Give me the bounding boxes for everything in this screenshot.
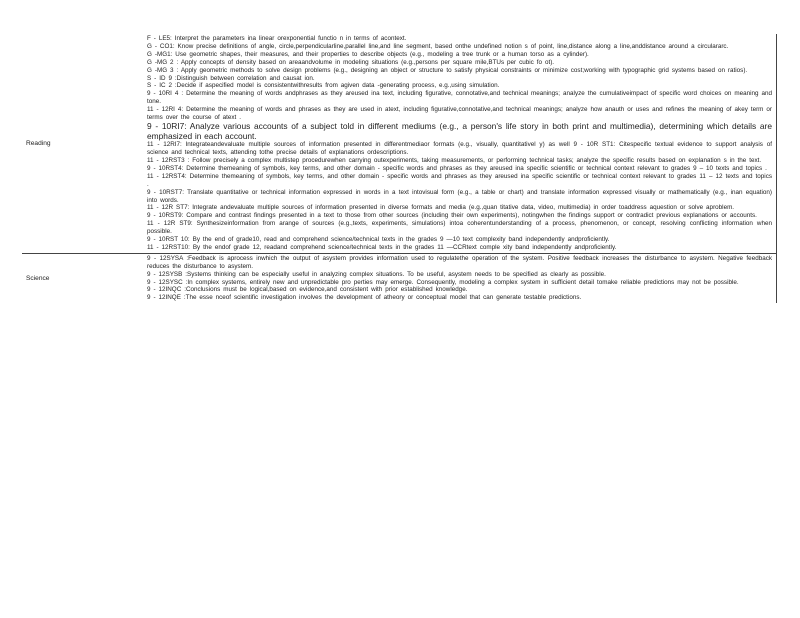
standard-entry-large: 9 - 10RI7: Analyze various accounts of a subject told in different mediums (e.g., a person's life story in both print and multimedia), determining which details are emphasized in each account. [147,120,772,141]
standard-entry: G -MG1: Use geometric shapes, their measures, and their properties to describe objects (e.g., modeling a tree trunk or a human torso as a cylinder). [147,50,589,58]
science-category-label: Science [26,275,50,283]
standard-entry: S - ID 9 :Distinguish between correlation and causat ion. [147,74,315,82]
reading-standards-cell [144,34,777,253]
standard-entry: 9 - 10RST4: Determine themeaning of symbols, key terms, and other domain - specific words and phrases as they areused ina specific scientific or technical context relevant to grades 9 – 10 texts and topics . [147,164,767,172]
reading-section-row [22,34,777,253]
standard-entry: 9 - 12SYSA :Feedback is aprocess inwhich the output of asystem provides information used to regulatethe operation of the system. Positive feedback increases the disturbance to asystem. Negative feedback reduces the disturbance to asystem. [147,254,772,270]
standard-entry: 9 - 12INQC :Conclusions must be logical,based on evidence,and consistent with prior established knowledge. [147,286,468,294]
standard-entry: 11 - 12R ST9: Synthesizeinformation from arange of sources (e.g.,texts, experiments, simulations) intoa coherentunderstanding of a process, phenomenon, or concept, resolving conflicting information when possible. [147,220,772,236]
standard-entry: G -MG 3 : Apply geometric methods to solve design problems (e.g., designing an object or structure to satisfy physical constraints or minimize cost;working with typographic grid systems based on ratios). [147,66,748,74]
standard-entry: 11 - 12RI 4: Determine the meaning of words and phrases as they are used in atext, including figurative,connotative,and technical meanings; analyze how anauth or uses and refines the meaning of akey term or terms over the course of atext . [147,106,772,122]
standards-table [22,34,777,303]
science-section-row [22,253,777,303]
reading-category-label: Reading [22,34,144,253]
standard-entry: F - LE5: Interpret the parameters ina linear orexponential functio n in terms of acontext. [147,35,407,42]
science-standards-cell [144,253,777,303]
standard-entry: 11 - 12RST4: Determine themeaning of symbols, key terms, and other domain - specific words and phrases as they areused ina specific scientific or technical context relevant to grades 11 – 12 texts and topics . [147,172,772,188]
standard-entry: 9 - 10RST9: Compare and contrast findings presented in a text to those from other sources (including their own experiments), notingwhen the findings support or contradict previous explanations or accounts. [147,212,757,220]
standard-entry: 9 - 10RI 4 : Determine the meaning of words andphrases as they areused ina text, including figurative, connotative,and technical meanings; analyze the cumulativeimpact of specific word choices on meaning and tone. [147,90,772,106]
standard-entry: 9 - 12SYSC :In complex systems, entirely new and unpredictable pro perties may emerge. Consequently, modeling a complex system in sufficient detail tomake reliable predictions may not be possible. [147,278,739,286]
standard-entry: 9 - 10RST 10: By the end of grade10, read and comprehend science/technical texts in the grades 9 —10 text complexity band independently andproficiently. [147,236,610,244]
standard-entry: G -MG 2 : Apply concepts of density based on areaandvolume in modeling situations (e.g.,persons per square mile,BTUs per cubic fo ot). [147,58,555,66]
standard-entry: 9 - 10RST7: Translate quantitative or technical information expressed in words in a text intovisual form (e.g., a table or chart) and translate information expressed visually or mathematically (e.g., inan equation) into words. [147,188,772,204]
standard-entry: G - CO1: Know precise definitions of angle, circle,perpendicularline,parallel line,and line segment, based onthe undefined notion s of point, line,distance along a line,anddistance around a circulararc. [147,42,729,50]
standard-entry: 11 - 12RST10: By the endof grade 12, readand comprehend science/technical texts in the grades 11 —CCRtext comple xity band independently andproficiently. [147,243,617,251]
standard-entry: 11 - 12RST3 : Follow precisely a complex multistep procedurewhen carrying outexperiments, taking measurements, or performing technical tasks; analyze the specific results based on explanation s in the text. [147,156,762,164]
standard-entry: 9 - 12INQE :The esse nceof scientific investigation involves the development of atheory or conceptual model that can generate testable predictions. [147,294,582,302]
standard-entry: S - IC 2 :Decide if aspecified model is consistentwithresults from agiven data -generating process, e.g.,using simulation. [147,82,500,90]
standard-entry: 9 - 12SYSB :Systems thinking can be especially useful in analyzing complex situations. To be useful, asystem needs to be specified as clearly as possible. [147,270,606,278]
standard-entry: 11 - 12R ST7: Integrate andevaluate multiple sources of information presented in diverse formats and media (e.g.,quan titative data, video, multimedia) in order toaddress aquestion or solve aproblem. [147,204,735,212]
standard-entry: 11 - 12RI7: Integrateandevaluate multiple sources of information presented in differentmediaor formats (e.g., visually, quantitativel y) as well 9 - 10R ST1: Citespecific textual evidence to support analysis of science and technical texts, attending tothe precise details of explanations ordescriptions. [147,141,772,157]
